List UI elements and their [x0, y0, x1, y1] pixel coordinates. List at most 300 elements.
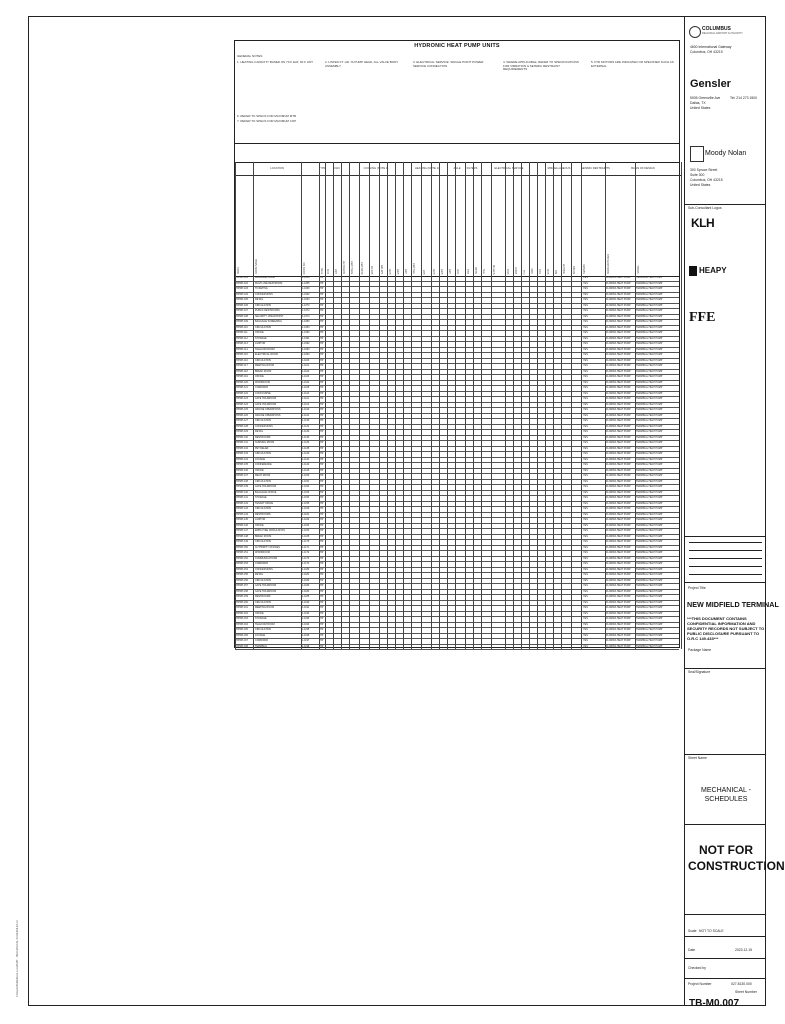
table-cell: HPWP-134 [236, 457, 248, 461]
table-cell: GATE HOLDROOM [255, 584, 277, 587]
table-cell: TERMINAL HEAT PUMP [636, 298, 663, 301]
table-cell: HPWP-161 [236, 606, 248, 609]
table-cell: FLORIDA HEAT PUMP [606, 292, 631, 296]
table-cell: HP [320, 331, 324, 334]
table-cell: TERMINAL HEAT PUMP [636, 639, 663, 642]
table-cell: YES [583, 479, 588, 483]
table-cell: TERMINAL HEAT PUMP [636, 545, 663, 549]
table-cell: TERMINAL HEAT PUMP [636, 391, 663, 395]
seal-label: Seal/Signature [688, 670, 711, 674]
table-cell: TERMINAL HEAT PUMP [636, 595, 663, 598]
date-value: 2023.12.15 [735, 948, 752, 952]
table-cell: HP [320, 292, 324, 296]
table-cell: YES [583, 314, 588, 318]
note-1: 1. HEATING CAPACITY BASED ON 70 F EAT, 60 F LWT [237, 60, 313, 64]
table-cell: TERMINAL HEAT PUMP [636, 584, 663, 587]
table-cell: YES [583, 287, 588, 290]
table-cell: STORAGE [255, 617, 267, 620]
table-cell: TERMINAL HEAT PUMP [636, 622, 663, 626]
table-cell: 1-1135 [302, 446, 310, 450]
table-cell: 1-1163 [302, 523, 310, 527]
table-cell: HP [320, 501, 324, 505]
table-cell: FLORIDA HEAT PUMP [606, 584, 631, 587]
table-cell: TERMINAL HEAT PUMP [636, 402, 663, 406]
table-cell: YES [583, 391, 588, 395]
table-cell: FLORIDA HEAT PUMP [606, 622, 631, 626]
table-cell: TERMINAL HEAT PUMP [636, 578, 663, 582]
table-cell: FLORIDA HEAT PUMP [606, 336, 631, 340]
table-cell: FLORIDA HEAT PUMP [606, 567, 631, 571]
table-cell: TELECOM ROOM [255, 622, 275, 626]
table-cell: HP [320, 424, 324, 428]
not-for-construction-stamp: NOT FOR CONSTRUCTION [688, 843, 785, 873]
table-cell: FLORIDA HEAT PUMP [606, 364, 631, 367]
table-cell: YES [583, 446, 588, 450]
architect2-name: Moody Nolan [705, 150, 747, 157]
client-address-1: 4600 International Gateway [690, 45, 732, 49]
table-cell: HPWP-136 [236, 468, 248, 472]
table-cell: HPWP-147 [236, 529, 248, 532]
table-cell: FLORIDA HEAT PUMP [606, 595, 631, 598]
table-cell: LOUNGE [255, 633, 266, 637]
table-cell: YES [583, 567, 588, 571]
column-heading: VFD [539, 269, 542, 274]
table-cell: HP [320, 413, 324, 417]
group-header: TYPE [319, 163, 325, 176]
project-title: NEW MIDFIELD TERMINAL [687, 600, 779, 609]
column-heading: MERV [475, 267, 478, 274]
table-cell: RESTROOMS [255, 512, 271, 516]
table-cell: CIRCULATION [255, 578, 272, 582]
table-cell: FLORIDA HEAT PUMP [606, 633, 631, 637]
table-cell: OFFICE [255, 375, 264, 378]
table-cell: FLORIDA HEAT PUMP [606, 617, 631, 620]
table-cell: 1-1183 [302, 584, 310, 587]
table-cell: 1-1192 [302, 611, 310, 615]
table-cell: FLORIDA HEAT PUMP [606, 331, 631, 334]
column-heading: V/PH/HZ [493, 264, 496, 274]
table-cell: HP [320, 518, 324, 521]
table-cell: CIRCULATION [255, 628, 272, 631]
table-cell: FLORIDA HEAT PUMP [606, 386, 631, 389]
table-cell: PUBLIC RESTROOMS [255, 309, 280, 312]
table-cell: 1-1133 [302, 435, 310, 439]
table-cell: HP [320, 358, 324, 362]
table-cell: HP [320, 369, 324, 373]
table-cell: FLORIDA HEAT PUMP [606, 287, 631, 290]
table-cell: HPWP-144 [236, 512, 248, 516]
table-cell: HP [320, 584, 324, 587]
note-5: 5. FTD MOTORS ARE INDICATED OR SPECIFIED SUCH AS EXTERNAL [591, 60, 674, 68]
table-cell: FLORIDA HEAT PUMP [606, 496, 631, 499]
table-cell: FLORIDA HEAT PUMP [606, 391, 631, 395]
table-cell: SECURITY CHECKPOINT [255, 314, 284, 318]
table-cell: 1-1165 [302, 534, 310, 538]
table-cell: FLORIDA HEAT PUMP [606, 468, 631, 472]
heapy-logo: HEAPY [699, 266, 727, 275]
group-header: HEATING (NOTE 1) [403, 163, 451, 176]
group-header: COOLING (NOTE 1) [349, 163, 403, 176]
table-cell: HPWP-107 [236, 309, 248, 312]
table-cell: HP [320, 309, 324, 312]
table-cell: HP [320, 622, 324, 626]
column-heading: EAT [423, 269, 426, 274]
table-cell: HPWP-109 [236, 320, 248, 323]
group-header: MISCELLANEOUS [537, 163, 581, 176]
table-cell: HPWP-122 [236, 391, 248, 395]
table-cell: HPWP-166 [236, 633, 248, 637]
column-heading: EWT [397, 268, 400, 274]
table-cell: HP [320, 589, 324, 593]
table-cell: FLORIDA HEAT PUMP [606, 314, 631, 318]
table-cell: HPWP-165 [236, 628, 248, 631]
table-cell: YES [583, 441, 588, 444]
table-cell: HPWP-121 [236, 386, 248, 389]
table-cell: HP [320, 441, 324, 444]
scale-value: NOT TO SCALE [699, 929, 724, 933]
table-cell: YES [583, 364, 588, 367]
column-heading: EAT WB [381, 265, 384, 274]
table-cell: TERMINAL HEAT PUMP [636, 573, 663, 576]
table-cell: HP [320, 353, 324, 356]
table-cell: YES [583, 490, 588, 494]
table-cell: HP [320, 628, 324, 631]
table-cell: HPWP-142 [236, 501, 248, 505]
table-cell: TERMINAL HEAT PUMP [636, 589, 663, 593]
table-cell: TERMINAL HEAT PUMP [636, 369, 663, 373]
table-cell: HP [320, 380, 324, 384]
table-cell: TERMINAL HEAT PUMP [636, 380, 663, 384]
table-cell: AIRLINE OPERATIONS [255, 408, 281, 411]
table-cell: BAGGAGE SCREENING [255, 320, 282, 323]
table-cell: YES [583, 584, 588, 587]
table-cell: HP [320, 347, 324, 351]
column-heading: GPM [389, 268, 392, 274]
table-cell: 1-1196 [302, 633, 310, 637]
table-cell: MECH ROOM [255, 474, 271, 477]
table-cell: TERMINAL HEAT PUMP [636, 424, 663, 428]
table-cell: 1-1060 [302, 287, 310, 290]
column-heading: TOTAL MBH [351, 260, 354, 274]
table-cell: EMPLOYEE CIRCULATION [255, 529, 285, 532]
client-address-2: Columbus, OH 43219 [690, 50, 723, 54]
table-cell: HP [320, 287, 324, 290]
table-cell: RETAIL [255, 298, 264, 301]
table-cell: YES [583, 518, 588, 521]
group-header: AHLE [451, 163, 463, 176]
table-cell: YES [583, 413, 588, 417]
table-cell: BAGGAGE CLAIM [255, 276, 275, 279]
file-path-stamp: C:\Users\Public\Revit Local\NMT - MECHANICAL SCHEDULES.rvt [16, 920, 19, 998]
table-cell: HPWP-140 [236, 490, 248, 494]
table-cell: FLORIDA HEAT PUMP [606, 452, 631, 455]
table-cell: HPWP-110 [236, 325, 248, 329]
table-cell: YES [583, 336, 588, 340]
table-cell: YES [583, 534, 588, 538]
table-cell: HP [320, 595, 324, 598]
table-cell: YES [583, 633, 588, 637]
table-cell: FLORIDA HEAT PUMP [606, 309, 631, 312]
table-cell: FLORIDA HEAT PUMP [606, 589, 631, 593]
table-cell: HP [320, 529, 324, 532]
table-cell: HP [320, 507, 324, 510]
table-cell: TERMINAL HEAT PUMP [636, 336, 663, 340]
table-cell: TERMINAL HEAT PUMP [636, 490, 663, 494]
schedule-title: HYDRONIC HEAT PUMP UNITS [414, 43, 500, 49]
table-cell: YES [583, 617, 588, 620]
table-cell: YES [583, 386, 588, 389]
group-header: BASIS OF DESIGN [605, 163, 681, 176]
table-cell: 1-1174 [302, 562, 310, 565]
table-cell: YES [583, 496, 588, 499]
table-cell: HPWP-164 [236, 622, 248, 626]
table-cell: TERMINAL HEAT PUMP [636, 617, 663, 620]
table-cell: FLORIDA HEAT PUMP [606, 430, 631, 433]
table-cell: HP [320, 408, 324, 411]
table-cell: HPWP-132 [236, 446, 248, 450]
table-cell: HPWP-111 [236, 331, 248, 334]
table-cell: RESTROOMS [255, 595, 271, 598]
sheet-number: TB-M0.007 [689, 998, 740, 1009]
table-cell: FLORIDA HEAT PUMP [606, 479, 631, 483]
table-cell: YES [583, 556, 588, 560]
group-header: FAN [325, 163, 349, 176]
table-cell: TERMINAL HEAT PUMP [636, 386, 663, 389]
table-cell: HPWP-159 [236, 595, 248, 598]
table-cell: CORRIDOR [255, 639, 269, 642]
table-cell: TERMINAL HEAT PUMP [636, 501, 663, 505]
table-cell: RESTROOMS [255, 435, 271, 439]
table-cell: TERMINAL HEAT PUMP [636, 496, 663, 499]
table-cell: 1-1092 [302, 342, 310, 345]
table-cell: 1-1162 [302, 518, 310, 521]
table-cell: 1-1062 [302, 292, 310, 296]
table-cell: YES [583, 298, 588, 301]
table-cell: HP [320, 606, 324, 609]
ffe-logo: FFE [689, 310, 716, 325]
table-cell: YES [583, 540, 588, 543]
table-cell: YES [583, 331, 588, 334]
client-sub: REGIONAL AIRPORT AUTHORITY [702, 32, 743, 35]
table-cell: HP [320, 276, 324, 279]
table-cell: YES [583, 551, 588, 554]
column-heading: ESP [335, 269, 338, 274]
table-cell: 1-1103 [302, 375, 310, 378]
table-cell: 1-1155 [302, 501, 310, 505]
table-cell: 1-1184 [302, 589, 310, 593]
table-cell: YES [583, 507, 588, 510]
table-cell: HPWP-138 [236, 479, 248, 483]
table-cell: HP [320, 556, 324, 560]
table-cell: HP [320, 452, 324, 455]
table-cell: HPWP-152 [236, 556, 248, 560]
table-cell: HPWP-113 [236, 342, 248, 345]
table-cell: HP [320, 485, 324, 488]
table-cell: HP [320, 402, 324, 406]
architect-name: Gensler [690, 78, 731, 90]
scale-label: Scale [688, 929, 697, 933]
table-cell: HPWP-127 [236, 419, 248, 422]
column-heading: LWT [405, 269, 408, 274]
package-name-label: Package Name [688, 648, 712, 652]
table-cell: FLORIDA HEAT PUMP [606, 485, 631, 488]
table-cell: YES [583, 468, 588, 472]
table-cell: FLORIDA HEAT PUMP [606, 441, 631, 444]
table-cell: HP [320, 496, 324, 499]
table-cell: 1-1111 [302, 397, 309, 400]
table-cell: HPWP-102 [236, 281, 248, 285]
table-cell: 1-1197 [302, 639, 310, 642]
table-cell: 1-1191 [302, 606, 310, 609]
architect2-address-1: 300 Spruce Street [690, 168, 718, 172]
table-cell: YES [583, 501, 588, 505]
table-cell: HPWP-101 [236, 276, 248, 279]
table-cell: FLORIDA HEAT PUMP [606, 534, 631, 538]
table-cell: YES [583, 424, 588, 428]
table-cell: FLORIDA HEAT PUMP [606, 353, 631, 356]
table-cell: 1-1140 [302, 452, 310, 455]
table-cell: FLORIDA HEAT PUMP [606, 573, 631, 576]
table-cell: 1-1153 [302, 490, 310, 494]
table-cell: HPWP-149 [236, 540, 248, 543]
table-cell: 1-1055 [302, 281, 310, 285]
table-cell: HP [320, 474, 324, 477]
project-number-label: Project Number [688, 982, 712, 986]
table-cell: HP [320, 419, 324, 422]
table-cell: YES [583, 644, 588, 648]
table-cell: FLORIDA HEAT PUMP [606, 518, 631, 521]
table-cell: TERMINAL HEAT PUMP [636, 419, 663, 422]
table-cell: YES [583, 578, 588, 582]
table-cell: YES [583, 402, 588, 406]
table-cell: TERMINAL HEAT PUMP [636, 644, 663, 648]
table-cell: HPWP-112 [236, 336, 248, 340]
table-cell: CIRCULATION [255, 325, 272, 329]
architect2-address-2: Suite 300 [690, 173, 705, 177]
table-cell: FLORIDA HEAT PUMP [606, 545, 631, 549]
table-cell: STORAGE [255, 336, 267, 340]
table-cell: GATE HOLDROOM [255, 397, 277, 400]
table-cell: TERMINAL HEAT PUMP [636, 452, 663, 455]
architect-address-3: United States [690, 106, 711, 110]
table-cell: RETAIL [255, 430, 264, 433]
table-cell: 1-1074 [302, 314, 310, 318]
table-cell: HPWP-104 [236, 292, 248, 296]
table-cell: 1-1102 [302, 369, 310, 373]
architect-tel: Tel: 214 273 1500 [730, 96, 757, 100]
table-cell: HP [320, 523, 324, 527]
table-cell: TERMINAL HEAT PUMP [636, 540, 663, 543]
note-2: 2. LISTED FT. HD. IS PUMP HEAD, ALL VALVE BODY ASSEMBLY [325, 60, 399, 68]
table-cell: FLORIDA HEAT PUMP [606, 512, 631, 516]
table-cell: TERMINAL HEAT PUMP [636, 292, 663, 296]
table-cell: YES [583, 380, 588, 384]
table-cell: HP [320, 430, 324, 433]
architect-address-1: 5005 Greenville Ave [690, 96, 721, 100]
table-cell: HP [320, 375, 324, 378]
table-cell: HPWP-141 [236, 496, 248, 499]
table-cell: YES [583, 292, 588, 296]
table-cell: TERMINAL HEAT PUMP [636, 342, 663, 345]
column-heading: SENS MBH [361, 261, 364, 274]
table-cell: HPWP-130 [236, 435, 248, 439]
table-cell: CIRCULATION [255, 507, 272, 510]
table-cell: 1-1105 [302, 386, 310, 389]
table-cell: 1-1193 [302, 617, 310, 620]
table-cell: HP [320, 479, 324, 483]
table-cell: TERMINAL HEAT PUMP [636, 441, 663, 444]
table-cell: FLORIDA HEAT PUMP [606, 298, 631, 301]
note-6: 6. REFER TO SPECS FOR MAXIMUM MTR [237, 114, 297, 118]
table-cell: FLORIDA HEAT PUMP [606, 419, 631, 422]
table-cell: TERMINAL HEAT PUMP [636, 606, 663, 609]
table-cell: FLORIDA HEAT PUMP [606, 402, 631, 406]
table-cell: TERMINAL HEAT PUMP [636, 309, 663, 312]
table-cell: FLORIDA HEAT PUMP [606, 600, 631, 604]
table-cell: 1-1195 [302, 628, 310, 631]
table-cell: 1-1093 [302, 347, 310, 351]
table-cell: FLORIDA HEAT PUMP [606, 424, 631, 428]
table-cell: FLORIDA HEAT PUMP [606, 397, 631, 400]
table-cell: YES [583, 523, 588, 527]
table-cell: HPWP-129 [236, 430, 248, 433]
table-cell: CIRCULATION [255, 540, 272, 543]
table-cell: CONCESSIONS [255, 567, 273, 571]
table-cell: CONCESSIONS [255, 424, 273, 428]
table-cell: FLORIDA HEAT PUMP [606, 369, 631, 373]
column-heading: GPM [433, 268, 436, 274]
table-cell: TERMINAL HEAT PUMP [636, 331, 663, 334]
table-cell: TERMINAL HEAT PUMP [636, 397, 663, 400]
table-cell: YES [583, 589, 588, 593]
table-cell: 1-1194 [302, 622, 310, 626]
column-heading: MANUFACTURER [607, 254, 610, 274]
table-cell: FLORIDA HEAT PUMP [606, 276, 631, 279]
table-cell: 1-1070 [302, 303, 310, 307]
client-name: COLUMBUS [702, 26, 731, 32]
table-cell: BREAK ROOM [255, 369, 272, 373]
table-cell: YES [583, 325, 588, 329]
table-cell: FLORIDA HEAT PUMP [606, 639, 631, 642]
table-cell: HPWP-105 [236, 298, 248, 301]
table-cell: HPWP-157 [236, 584, 248, 587]
table-cell: HP [320, 578, 324, 582]
table-cell: TERMINAL HEAT PUMP [636, 556, 663, 560]
table-cell: HP [320, 644, 324, 648]
table-cell: OFFICE [255, 468, 264, 472]
table-cell: TERMINAL HEAT PUMP [636, 303, 663, 307]
table-cell: HP [320, 435, 324, 439]
table-cell: FLORIDA HEAT PUMP [606, 342, 631, 345]
table-cell: FLORIDA HEAT PUMP [606, 435, 631, 439]
table-cell: HP [320, 446, 324, 450]
table-cell: 1-1130 [302, 419, 310, 422]
table-cell: YES [583, 628, 588, 631]
table-cell: STORAGE [255, 496, 267, 499]
table-cell: YES [583, 639, 588, 642]
group-header: SEISMIC RESTRAINTS [581, 163, 605, 176]
table-cell: TERMINAL HEAT PUMP [636, 633, 663, 637]
architect-address-2: Dallas, TX [690, 101, 706, 105]
table-cell: HPWP-143 [236, 507, 248, 510]
table-cell: HPWP-137 [236, 474, 248, 477]
table-cell: CIRCULATION [255, 479, 272, 483]
table-cell: HP [320, 386, 324, 389]
table-cell: HP [320, 551, 324, 554]
table-cell: FLORIDA HEAT PUMP [606, 551, 631, 554]
table-cell: YES [583, 457, 588, 461]
table-cell: 1-1161 [302, 512, 310, 516]
